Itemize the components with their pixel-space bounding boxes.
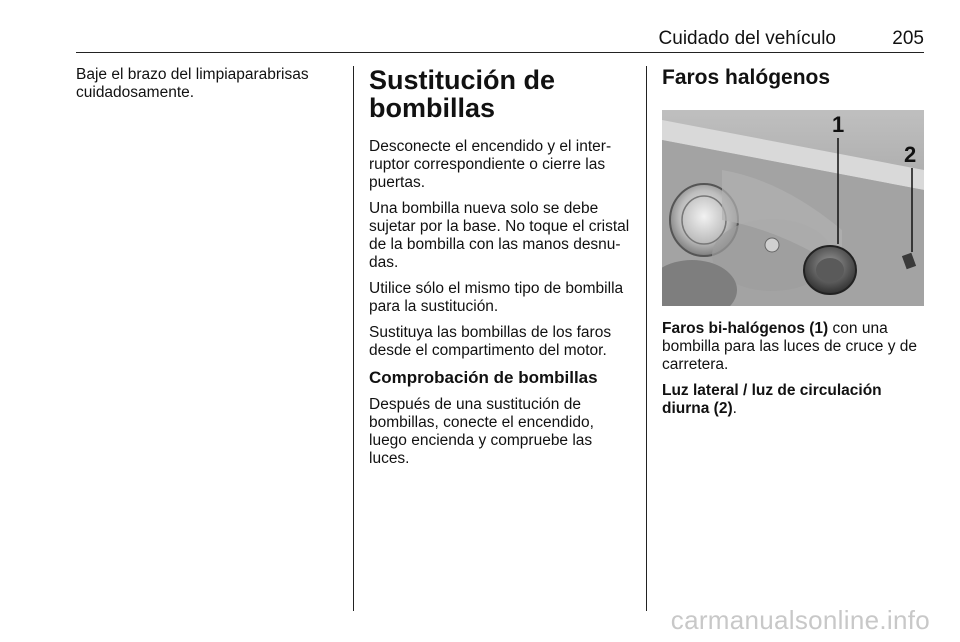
watermark: carmanualsonline.info [670,605,930,635]
column-3 [662,66,926,426]
column-2 [369,66,635,476]
wiper-instruction: Baje el brazo del limpiaparabrisas cuidadosamente. [76,66,309,101]
side-light-text: . [732,400,737,417]
halogen-headlights-heading: Faros halógenos [662,66,831,89]
paragraph-bulb-handling: Una bombilla nueva solo se debe sujetar por la base. No toque el cristal de la bombilla con las manos desnu-das. [369,200,630,271]
bi-halogen-label: Faros bi-halógenos (1) [662,320,829,337]
column-divider-2 [646,66,647,611]
paragraph-bulb-check: Después de una sustitución de bombillas, conecte el encendido, luego encienda y compruebe las luces. [369,396,594,467]
paragraph-ignition: Desconecte el encendido y el inter-ruptor correspondiente o cierre las puertas. [369,138,612,191]
bi-halogen-text: con una bombilla para las luces de cruce y de carretera. [662,320,918,373]
side-light-caption [662,382,926,418]
bulb-check-heading: Comprobación de bombillas [369,368,598,387]
column-1 [76,66,338,110]
page-header [76,26,924,53]
headlight-photo [662,110,924,306]
callout-1: 1 [832,112,845,137]
bi-halogen-caption [662,320,926,374]
column-divider-1 [353,66,354,611]
callout-2: 2 [904,142,917,167]
section-title: Cuidado del vehículo [658,28,836,49]
paragraph-engine-compartment: Sustituya las bombillas de los faros desde el compartimento del motor. [369,324,612,359]
bulb-replacement-heading: Sustitución de bombillas [369,65,556,123]
page-number: 205 [892,28,924,49]
side-light-label: Luz lateral / luz de circulación diurna (2) [662,382,882,417]
paragraph-bulb-type: Utilice sólo el mismo tipo de bombilla para la sustitución. [369,280,624,315]
